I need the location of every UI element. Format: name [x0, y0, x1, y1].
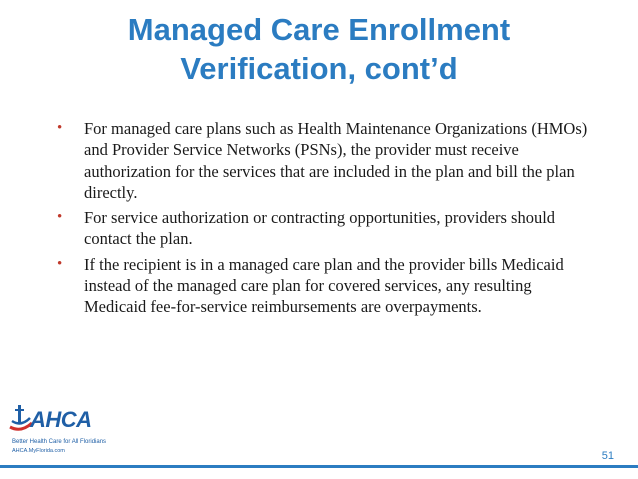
ahca-logo: [8, 403, 112, 459]
bullet-text: If the recipient is in a managed care plan and the provider bills Medicaid instead of the managed care plan for covered services, any resulting Medicaid fee-for-service reimbursements are overpayments.: [84, 254, 564, 317]
page-number: 51: [601, 450, 614, 462]
bullet-marker: •: [57, 255, 63, 272]
bullet-item: [57, 254, 597, 318]
footer-divider: [0, 465, 638, 468]
slide-title-line-2: Verification, cont’d: [180, 51, 458, 86]
bullet-item: [57, 118, 597, 203]
bullet-text: For service authorization or contracting opportunities, providers should contact the plan.: [84, 208, 556, 249]
bullet-item: [57, 207, 597, 250]
bullet-marker: •: [57, 209, 63, 226]
bullet-text: For managed care plans such as Health Maintenance Organizations (HMOs) and Provider Service Networks (PSNs), the provider must receive authorization for the services that are included in the plan and bill the plan directly.: [84, 119, 588, 202]
slide-title: [0, 10, 638, 88]
slide-title-line-1: Managed Care Enrollment: [127, 12, 511, 47]
logo-wordmark: AHCA: [30, 407, 92, 432]
bullet-marker: •: [57, 120, 63, 136]
bullet-list: [57, 118, 597, 322]
logo-tagline: Better Health Care for All Floridians: [12, 439, 107, 445]
logo-website: AHCA.MyFlorida.com: [12, 448, 65, 454]
